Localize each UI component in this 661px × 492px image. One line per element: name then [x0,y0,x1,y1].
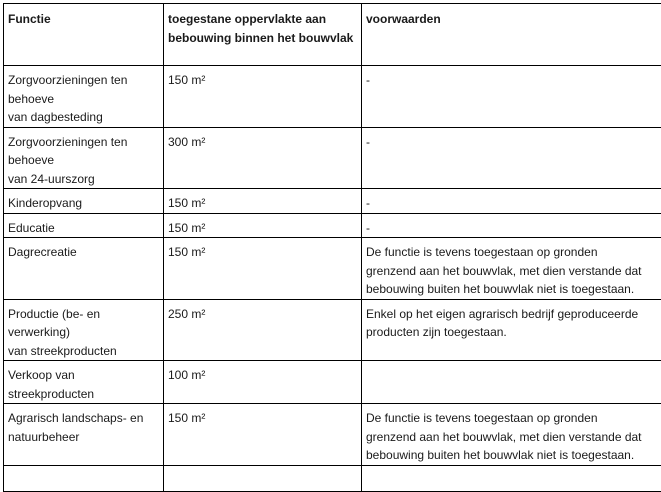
cell-text: Dagrecreatie [8,243,158,262]
cell-functie [4,465,164,491]
cell-functie [4,361,164,404]
cell-text: bebouwing buiten het bouwvlak niet is toegestaan. [366,280,656,299]
cell-text: 150 m² [168,194,356,213]
cell-text: 250 m² [168,305,356,324]
cell-text: - [366,71,656,90]
cell-oppervlakte [164,299,362,361]
cell-oppervlakte [164,127,362,189]
cell-voorwaarden [362,238,661,300]
table-row [4,404,661,466]
cell-text: Verkoop van [8,366,158,385]
cell-text: Agrarisch landschaps- en [8,409,158,428]
cell-text: De functie is tevens toegestaan op gronden [366,243,656,262]
cell-text: producten zijn toegestaan. [366,323,656,342]
header-functie [4,4,164,66]
cell-oppervlakte [164,189,362,214]
cell-text: De functie is tevens toegestaan op gronden [366,409,656,428]
cell-text: streekproducten [8,385,158,404]
cell-text: 150 m² [168,243,356,262]
cell-text: behoeve [8,90,158,109]
header-oppervlakte-line: toegestane oppervlakte aan [168,10,356,29]
cell-functie [4,189,164,214]
table-row [4,238,661,300]
cell-text: natuurbeheer [8,428,158,447]
table-row [4,465,661,491]
cell-oppervlakte [164,66,362,128]
cell-voorwaarden [362,213,661,238]
cell-text: Educatie [8,219,158,238]
cell-text: grenzend aan het bouwvlak, met dien verstande dat [366,428,656,447]
cell-voorwaarden [362,66,661,128]
cell-text: behoeve [8,151,158,170]
cell-functie [4,299,164,361]
cell-voorwaarden [362,361,661,404]
cell-text: van streekproducten [8,342,158,361]
cell-text: grenzend aan het bouwvlak, met dien verstande dat [366,262,656,281]
cell-text: Zorgvoorzieningen ten [8,133,158,152]
cell-text: verwerking) [8,323,158,342]
header-voorwaarden [362,4,661,66]
table-row [4,127,661,189]
cell-text: Zorgvoorzieningen ten [8,71,158,90]
cell-text: Productie (be- en [8,305,158,324]
cell-functie [4,66,164,128]
functions-table [3,3,661,492]
cell-voorwaarden [362,404,661,466]
cell-oppervlakte [164,465,362,491]
table-row [4,361,661,404]
cell-functie [4,238,164,300]
table-header-row [4,4,661,66]
header-voorwaarden-label: voorwaarden [366,10,656,29]
cell-text: Kinderopvang [8,194,158,213]
cell-text: 150 m² [168,71,356,90]
header-oppervlakte [164,4,362,66]
cell-text: 300 m² [168,133,356,152]
cell-functie [4,127,164,189]
cell-text: bebouwing buiten het bouwvlak niet is toegestaan. [366,446,656,465]
cell-text: - [366,194,656,213]
cell-text: van dagbesteding [8,108,158,127]
cell-oppervlakte [164,404,362,466]
table-row [4,189,661,214]
cell-voorwaarden [362,465,661,491]
cell-voorwaarden [362,127,661,189]
cell-text: - [366,219,656,238]
table-row [4,66,661,128]
table-row [4,299,661,361]
cell-text: 100 m² [168,366,356,385]
cell-functie [4,213,164,238]
cell-functie [4,404,164,466]
cell-oppervlakte [164,361,362,404]
header-oppervlakte-line: bebouwing binnen het bouwvlak [168,29,356,48]
cell-voorwaarden [362,189,661,214]
cell-text: - [366,133,656,152]
cell-oppervlakte [164,238,362,300]
cell-oppervlakte [164,213,362,238]
cell-text: 150 m² [168,219,356,238]
header-functie-label: Functie [8,10,158,29]
cell-text: van 24-uurszorg [8,170,158,189]
table-row [4,213,661,238]
cell-voorwaarden [362,299,661,361]
cell-text: 150 m² [168,409,356,428]
cell-text: Enkel op het eigen agrarisch bedrijf geproduceerde [366,305,656,324]
